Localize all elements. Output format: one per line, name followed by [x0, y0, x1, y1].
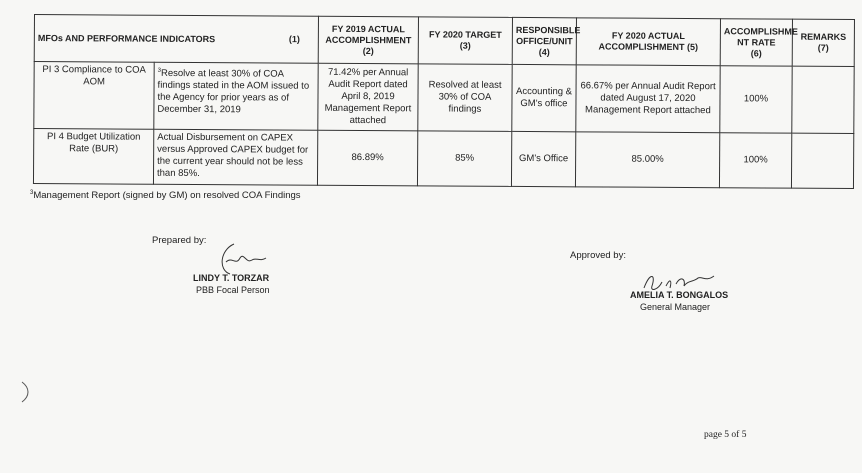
header-fy2019: [318, 16, 418, 64]
header-remarks: [792, 19, 854, 66]
header-rate-num: (6): [750, 47, 762, 58]
cell-fy2019: 86.89%: [317, 130, 417, 186]
performance-table-wrapper: [33, 14, 854, 189]
header-fy2019-label: FY 2019 ACTUAL ACCOMPLISHMENT: [325, 23, 412, 45]
header-fy2019-num: (2): [362, 45, 374, 56]
header-remarks-num: (7): [817, 42, 829, 53]
header-fy2020-target-label: FY 2020 TARGET: [428, 29, 502, 40]
approved-by-name: AMELIA T. BONGALOS: [630, 290, 729, 300]
footnote-text: Management Report (signed by GM) on resolved COA Findings: [33, 190, 301, 202]
cell-rate: 100%: [720, 66, 792, 133]
prepared-by-title: PBB Focal Person: [196, 285, 270, 295]
header-fy2020-actual-num: (5): [687, 41, 699, 53]
cell-office: GM's Office: [511, 131, 575, 186]
cell-fy2019: 71.42% per Annual Audit Report dated April 8, 2019 Management Report attached: [318, 63, 418, 131]
header-mfo-label: MFOs AND PERFORMANCE INDICATORS: [37, 32, 216, 44]
header-mfo-num: (1): [288, 34, 300, 45]
approved-by-title: General Manager: [640, 302, 711, 312]
cell-office: Accounting & GM's office: [512, 64, 576, 131]
header-mfo: [34, 15, 318, 64]
header-fy2020-target: [418, 17, 512, 65]
scan-mark: [20, 380, 32, 404]
table-row: [33, 129, 853, 189]
header-fy2020-actual: [576, 18, 720, 66]
table-row: [34, 62, 854, 134]
cell-indicator: [154, 62, 318, 130]
cell-remarks: [792, 66, 854, 133]
cell-actual: 85.00%: [575, 132, 719, 188]
header-fy2020-actual-label: FY 2020 ACTUAL ACCOMPLISHMENT: [598, 30, 685, 52]
table-header-row: [34, 15, 854, 67]
prepared-by-name: LINDY T. TORZAR: [193, 273, 270, 283]
header-rate: [720, 19, 798, 66]
performance-table: [33, 14, 855, 189]
header-rate-label: ACCOMPLISHME NT RATE: [723, 25, 798, 48]
prepared-by-label: Prepared by:: [152, 235, 207, 246]
cell-pi: PI 3 Compliance to COA AOM: [34, 62, 154, 130]
cell-target: 85%: [417, 131, 511, 187]
header-responsible-num: (4): [538, 46, 550, 57]
approved-by-label: Approved by:: [570, 250, 626, 261]
indicator-footnote-ref: 3: [157, 67, 162, 74]
cell-actual: 66.67% per Annual Audit Report dated August 17, 2020 Management Report attached: [576, 65, 720, 133]
header-responsible: [512, 17, 581, 64]
header-responsible-label: RESPONSIBLE OFFICE/UNIT: [515, 24, 581, 46]
cell-remarks: [791, 133, 853, 188]
header-fy2020-target-num: (3): [459, 40, 471, 51]
footnote: [30, 190, 301, 201]
cell-indicator: Actual Disbursement on CAPEX versus Approved CAPEX budget for the current year should not be less than 85%.: [153, 129, 317, 185]
indicator-text: Resolve at least 30% of COA findings stated in the AOM issued to the Agency for prior years as of December 31, 2019: [157, 67, 310, 116]
footnote-marker: 3: [30, 190, 34, 196]
cell-rate: 100%: [719, 133, 791, 188]
header-remarks-label: REMARKS: [800, 31, 847, 42]
page-number: page 5 of 5: [704, 430, 747, 440]
cell-pi: PI 4 Budget Utilization Rate (BUR): [33, 129, 153, 185]
cell-target: Resolved at least 30% of COA findings: [418, 64, 512, 132]
